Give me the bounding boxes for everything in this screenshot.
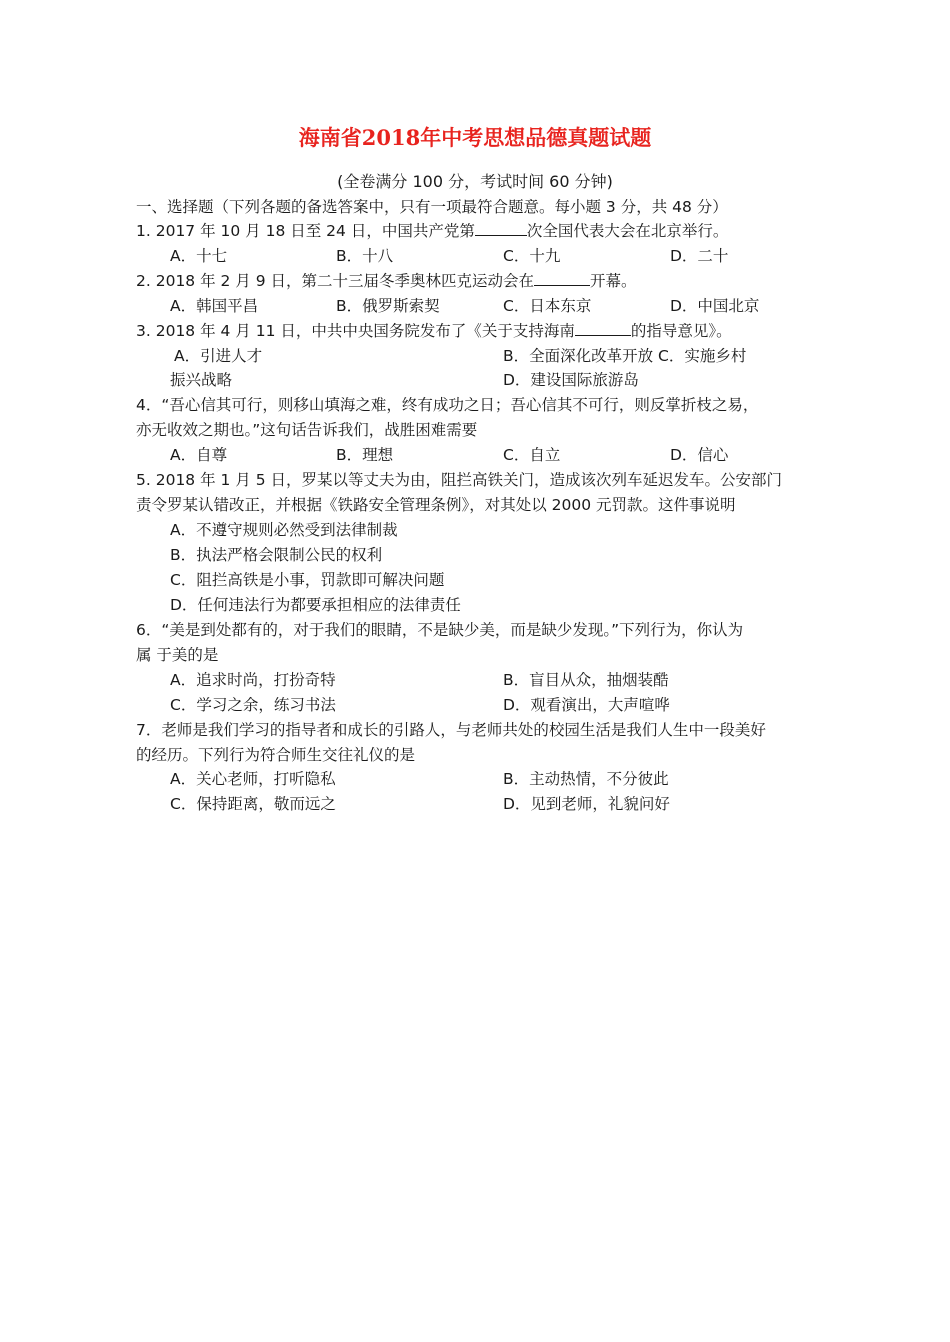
question-6-option-b: B．盲目从众，抽烟装酷: [503, 671, 669, 689]
question-2-option-a: A．韩国平昌: [170, 297, 259, 315]
question-2-option-b: B．俄罗斯索契: [336, 297, 440, 315]
question-1-option-d: D．二十: [670, 247, 729, 265]
exam-subtitle: (全卷满分 100 分，考试时间 60 分钟): [337, 172, 613, 191]
question-1-stem-after: 次全国代表大会在北京举行。: [526, 222, 729, 240]
question-2-stem-before: 2. 2018 年 2 月 9 日，第二十三届冬季奥林匹克运动会在: [136, 272, 535, 290]
question-5-option-b: B．执法严格会限制公民的权利: [170, 546, 383, 564]
answer-blank: [475, 220, 527, 236]
question-1-option-a: A．十七: [170, 247, 228, 265]
question-5-stem-line1: 5. 2018 年 1 月 5 日，罗某以等丈夫为由，阻拦高铁关门，造成该次列车延迟发车。公安部门: [136, 471, 783, 489]
question-3-option-a: A．引进人才: [174, 347, 263, 365]
question-7-option-a: A．关心老师，打听隐私: [170, 770, 336, 788]
question-1-stem: [136, 220, 728, 242]
question-7-option-b: B．主动热情，不分彼此: [503, 770, 669, 788]
question-2-option-c: C．日本东京: [503, 297, 592, 315]
question-3-stem-after: 的指导意见》。: [630, 322, 732, 340]
question-5-option-a: A．不遵守规则必然受到法律制裁: [170, 521, 398, 539]
question-6-stem-line2: 属 于美的是: [136, 646, 219, 664]
question-4-option-a: A．自尊: [170, 446, 228, 464]
question-4-stem-line2: 亦无收效之期也。”这句话告诉我们，战胜困难需要: [136, 421, 478, 439]
question-4-stem-line1: 4．“吾心信其可行，则移山填海之难，终有成功之日；吾心信其不可行，则反掌折枝之易，: [136, 396, 759, 414]
question-3-stem: [136, 320, 732, 342]
answer-blank: [575, 320, 631, 336]
question-1-option-b: B．十八: [336, 247, 394, 265]
question-1-stem-before: 1. 2017 年 10 月 18 日至 24 日，中国共产党第: [136, 222, 475, 240]
question-3-option-c-cont: 振兴战略: [170, 371, 233, 389]
question-2-stem-after: 开幕。: [590, 272, 637, 290]
question-5-option-c: C．阻拦高铁是小事，罚款即可解决问题: [170, 571, 445, 589]
question-7-option-c: C．保持距离，敬而远之: [170, 795, 336, 813]
question-3-option-b-c: B．全面深化改革开放 C．实施乡村: [503, 347, 747, 365]
question-1-option-c: C．十九: [503, 247, 561, 265]
question-2-stem: [136, 270, 637, 292]
question-4-option-c: C．自立: [503, 446, 561, 464]
question-6-option-a: A．追求时尚，打扮奇特: [170, 671, 336, 689]
section-heading: 一、选择题（下列各题的备选答案中，只有一项最符合题意。每小题 3 分，共 48 分）: [136, 198, 728, 216]
question-7-option-d: D．见到老师，礼貌问好: [503, 795, 670, 813]
question-6-stem-line1: 6．“美是到处都有的，对于我们的眼睛，不是缺少美，而是缺少发现。”下列行为，你认为: [136, 621, 744, 639]
question-2-option-d: D．中国北京: [670, 297, 760, 315]
question-4-option-b: B．理想: [336, 446, 394, 464]
exam-title: 海南省2018年中考思想品德真题试题: [298, 125, 652, 150]
question-7-stem-line1: 7．老师是我们学习的指导者和成长的引路人，与老师共处的校园生活是我们人生中一段美好: [136, 721, 766, 739]
question-5-stem-line2: 责令罗某认错改正，并根据《铁路安全管理条例》，对其处以 2000 元罚款。这件事说明: [136, 496, 736, 514]
answer-blank: [534, 270, 590, 286]
question-4-option-d: D．信心: [670, 446, 729, 464]
question-6-option-d: D．观看演出，大声喧哗: [503, 696, 670, 714]
question-5-option-d: D．任何违法行为都要承担相应的法律责任: [170, 596, 461, 614]
question-6-option-c: C．学习之余，练习书法: [170, 696, 336, 714]
question-3-stem-before: 3. 2018 年 4 月 11 日，中共中央国务院发布了《关于支持海南: [136, 322, 575, 340]
question-3-option-d: D．建设国际旅游岛: [503, 371, 639, 389]
question-7-stem-line2: 的经历。下列行为符合师生交往礼仪的是: [136, 746, 416, 764]
